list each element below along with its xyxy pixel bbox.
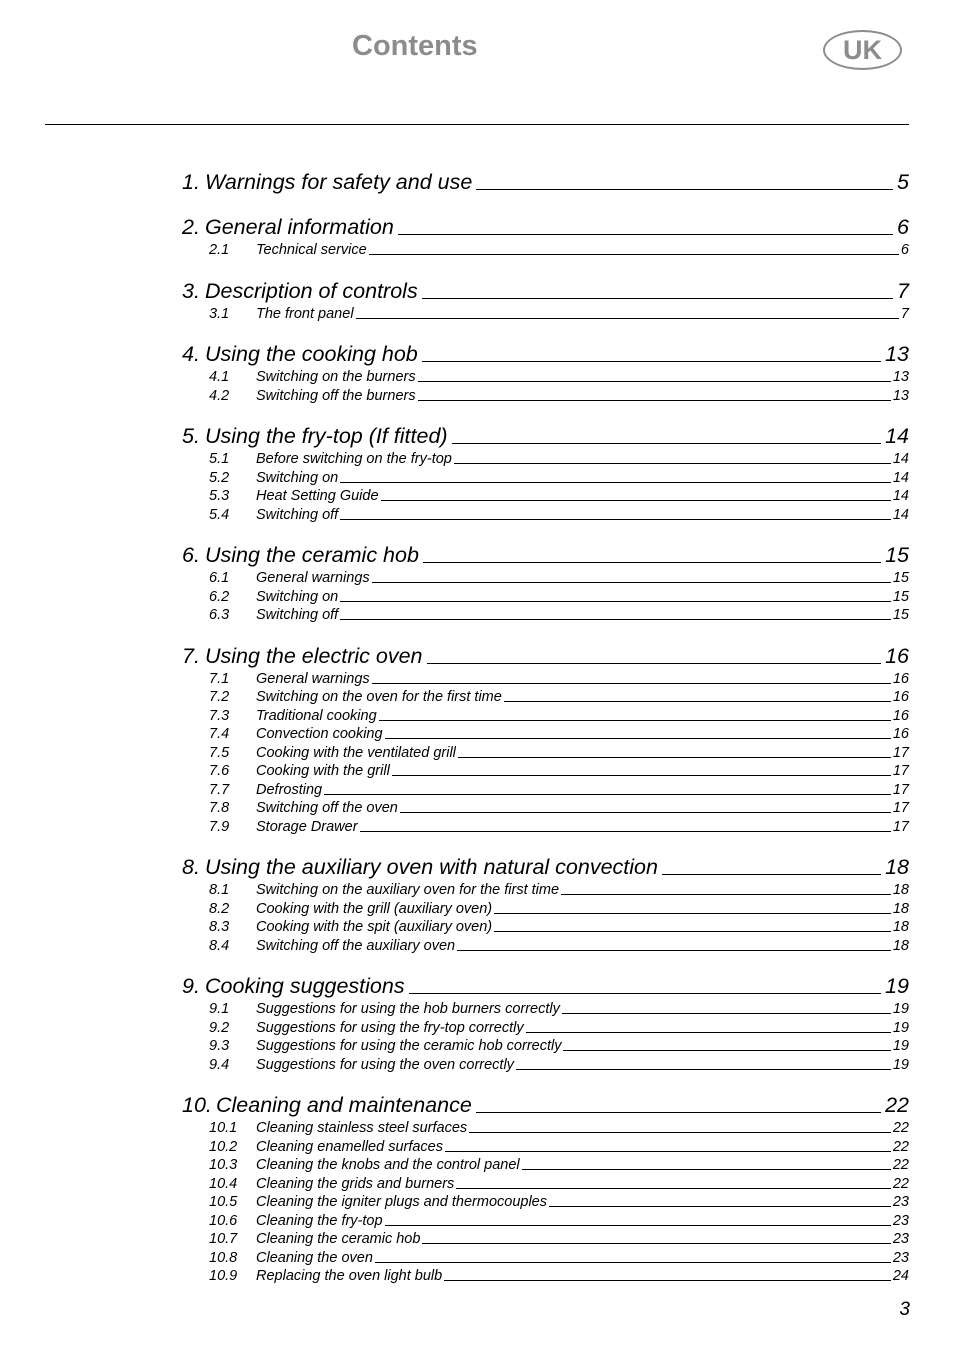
toc-subentry-page: 14 (892, 506, 909, 523)
toc-subentry-title: Cooking with the ventilated grill (256, 744, 456, 761)
toc-subentry-title: Storage Drawer (256, 818, 358, 835)
toc-entry[interactable] (182, 340, 909, 368)
toc-subentry-number: 7.4 (209, 726, 230, 742)
toc-leader-line (356, 318, 899, 319)
toc-subentry-page: 23 (892, 1194, 909, 1210)
toc-subentry-page: 18 (892, 937, 909, 954)
toc-subentry-page: 14 (892, 488, 909, 504)
page-title: Contents (352, 30, 478, 62)
toc-leader-line (516, 1069, 891, 1070)
toc-entry-page: 5 (897, 170, 909, 194)
toc-subentry-title: Defrosting (256, 781, 323, 798)
toc-subentry-number: 10.7 (209, 1231, 238, 1247)
toc-leader-line (379, 720, 891, 721)
toc-subentry-title: Replacing the oven light bulb (256, 1268, 443, 1284)
toc-subentry-title: Cleaning the oven (256, 1249, 373, 1266)
toc-subentry[interactable] (182, 487, 909, 506)
toc-subentry-number: 8.1 (209, 882, 230, 898)
toc-subentry-page: 14 (892, 451, 909, 467)
toc-section (182, 972, 909, 1074)
toc-subentry[interactable] (182, 937, 909, 956)
toc-section (182, 213, 909, 260)
toc-subentry[interactable] (182, 469, 909, 488)
toc-subentry[interactable] (182, 241, 909, 260)
toc-subentry-number: 7.9 (209, 818, 230, 835)
toc-subentry-number: 9.3 (209, 1038, 230, 1054)
toc-subentry-title: Cleaning the ceramic hob (256, 1231, 421, 1247)
toc-entry-number: 6. (182, 543, 200, 567)
toc-leader-line (418, 381, 891, 382)
toc-subentry[interactable] (182, 588, 909, 607)
toc-entry-page: 22 (885, 1093, 909, 1117)
toc-subentry[interactable] (182, 1249, 909, 1268)
toc-entry-number: 4. (182, 342, 200, 366)
toc-subentry[interactable] (182, 688, 909, 707)
toc-entry-title: Cleaning and maintenance (216, 1093, 472, 1117)
toc-subentry-title: Cooking with the spit (auxiliary oven) (256, 919, 493, 935)
toc-leader-line (372, 582, 891, 583)
toc-leader-line (385, 1225, 891, 1226)
toc-subentry[interactable] (182, 1193, 909, 1212)
toc-subentry[interactable] (182, 387, 909, 406)
toc-leader-line (476, 189, 893, 190)
toc-subentry[interactable] (182, 506, 909, 525)
toc-subentry-number: 3.1 (209, 305, 230, 322)
toc-subentry-number: 9.4 (209, 1056, 230, 1073)
toc-subentry[interactable] (182, 725, 909, 744)
toc-leader-line (422, 298, 893, 299)
toc-subentry-title: General warnings (256, 670, 370, 687)
toc-entry[interactable] (182, 168, 909, 196)
toc-leader-line (457, 950, 891, 951)
toc-subentry[interactable] (182, 670, 909, 689)
toc-subentry-title: Switching off the burners (256, 387, 416, 404)
toc-entry-title: Using the electric oven (205, 643, 423, 668)
toc-leader-line (340, 601, 891, 602)
toc-subentry-title: Switching off the auxiliary oven (256, 937, 456, 954)
toc-leader-line (392, 775, 891, 776)
toc-subentry-page: 16 (892, 726, 909, 742)
toc-subentry-page: 7 (900, 305, 909, 322)
toc-subentry-title: Suggestions for using the hob burners correctly (256, 1001, 560, 1017)
toc-subentry[interactable] (182, 569, 909, 588)
toc-subentry-title: Switching off (256, 506, 339, 523)
toc-subentry-page: 23 (892, 1212, 909, 1229)
toc-leader-line (422, 1243, 890, 1244)
toc-subentry-page: 16 (892, 689, 909, 705)
toc-leader-line (494, 913, 891, 914)
toc-entry-number: 7. (182, 643, 200, 668)
toc-subentry-number: 5.4 (209, 506, 230, 523)
toc-subentry-title: Switching on the auxiliary oven for the first time (256, 882, 560, 898)
toc-subentry-number: 5.2 (209, 469, 230, 486)
toc-leader-line (549, 1206, 891, 1207)
toc-subentry-title: Suggestions for using the oven correctly (256, 1056, 514, 1073)
toc-subentry[interactable] (182, 1037, 909, 1056)
toc-entry[interactable] (182, 1091, 909, 1119)
toc-entry-number: 3. (182, 278, 200, 303)
toc-subentry[interactable] (182, 368, 909, 387)
toc-entry-number: 9. (182, 974, 200, 998)
toc-subentry-title: Switching off the oven (256, 800, 398, 816)
toc-section (182, 1091, 909, 1286)
toc-subentry[interactable] (182, 1230, 909, 1249)
toc-subentry-title: Heat Setting Guide (256, 488, 379, 504)
toc-leader-line (375, 1262, 891, 1263)
toc-leader-line (445, 1151, 891, 1152)
toc-leader-line (360, 831, 891, 832)
toc-leader-line (340, 482, 891, 483)
toc-subentry-number: 2.1 (209, 242, 230, 258)
toc-subentry[interactable] (182, 900, 909, 919)
toc-entry-page: 7 (897, 278, 909, 303)
toc-subentry[interactable] (182, 1175, 909, 1194)
toc-subentry-page: 16 (892, 707, 909, 724)
toc-entry[interactable] (182, 972, 909, 1000)
toc-subentry[interactable] (182, 881, 909, 900)
toc-subentry-page: 13 (892, 387, 909, 404)
toc-section (182, 642, 909, 837)
toc-subentry[interactable] (182, 606, 909, 625)
toc-subentry-number: 5.3 (209, 488, 230, 504)
toc-leader-line (476, 1112, 881, 1113)
toc-leader-line (385, 738, 891, 739)
toc-leader-line (340, 619, 891, 620)
toc-entry-title: Cooking suggestions (205, 974, 405, 998)
toc-leader-line (369, 254, 899, 255)
toc-entry-title: Warnings for safety and use (205, 170, 473, 194)
toc-entry-number: 5. (182, 424, 200, 448)
page-number: 3 (899, 1299, 910, 1320)
toc-leader-line (563, 1050, 890, 1051)
toc-subentry-title: General warnings (256, 570, 370, 586)
toc-subentry-page: 15 (892, 570, 909, 586)
toc-subentry-number: 10.4 (209, 1175, 238, 1192)
toc-subentry-number: 8.2 (209, 900, 230, 917)
toc-subentry-number: 10.9 (209, 1268, 238, 1284)
toc-entry-page: 19 (885, 974, 909, 998)
toc-subentry-page: 17 (892, 763, 909, 779)
toc-subentry-title: Cooking with the grill (auxiliary oven) (256, 900, 493, 917)
toc-subentry-title: Switching on the burners (256, 369, 416, 385)
toc-subentry-page: 22 (892, 1157, 909, 1173)
toc-section (182, 541, 909, 625)
toc-subentry-page: 17 (892, 781, 909, 798)
toc-subentry-page: 17 (892, 744, 909, 761)
toc-subentry-title: Convection cooking (256, 726, 383, 742)
toc-leader-line (423, 562, 881, 563)
toc-entry-page: 16 (885, 643, 909, 668)
toc-entry-number: 10. (182, 1093, 212, 1117)
toc-subentry-page: 13 (892, 369, 909, 385)
toc-subentry-page: 19 (892, 1038, 909, 1054)
toc-leader-line (456, 1188, 891, 1189)
toc-section (182, 853, 909, 955)
toc-entry[interactable] (182, 213, 909, 241)
toc-leader-line (494, 931, 891, 932)
toc-subentry-number: 4.1 (209, 369, 230, 385)
toc-leader-line (522, 1169, 891, 1170)
toc-subentry-page: 15 (892, 588, 909, 605)
toc-leader-line (504, 701, 891, 702)
toc-subentry-number: 7.8 (209, 800, 230, 816)
toc-entry[interactable] (182, 642, 909, 670)
toc-subentry-title: Cooking with the grill (256, 763, 390, 779)
toc-leader-line (400, 812, 891, 813)
toc-entry[interactable] (182, 853, 909, 881)
toc-subentry-page: 16 (892, 670, 909, 687)
toc-entry-page: 18 (885, 855, 909, 879)
toc-subentry-number: 6.3 (209, 607, 230, 623)
toc-subentry[interactable] (182, 918, 909, 937)
toc-entry-page: 13 (885, 342, 909, 366)
toc-subentry[interactable] (182, 744, 909, 763)
toc-entry[interactable] (182, 541, 909, 569)
toc-subentry-title: Technical service (256, 242, 367, 258)
toc-leader-line (452, 443, 882, 444)
toc-subentry-page: 18 (892, 882, 909, 898)
toc-entry-page: 15 (885, 543, 909, 567)
toc-subentry-title: Cleaning stainless steel surfaces (256, 1120, 468, 1136)
toc-subentry-page: 14 (892, 469, 909, 486)
toc-subentry-number: 10.8 (209, 1249, 238, 1266)
toc-subentry-title: Switching off (256, 607, 339, 623)
toc-subentry-number: 10.6 (209, 1212, 238, 1229)
toc-leader-line (418, 400, 891, 401)
toc-subentry-number: 8.3 (209, 919, 230, 935)
toc-subentry-title: Cleaning the knobs and the control panel (256, 1157, 520, 1173)
toc-leader-line (398, 234, 893, 235)
toc-subentry-page: 15 (892, 607, 909, 623)
toc-leader-line (562, 1013, 891, 1014)
toc-entry-title: General information (205, 215, 394, 239)
toc-subentry-page: 19 (892, 1019, 909, 1036)
toc-subentry-title: Switching on (256, 588, 339, 605)
toc-subentry[interactable] (182, 1156, 909, 1175)
toc-subentry-title: Cleaning enamelled surfaces (256, 1138, 443, 1155)
toc-subentry-title: Cleaning the fry-top (256, 1212, 383, 1229)
toc-subentry-page: 19 (892, 1001, 909, 1017)
toc-section (182, 277, 909, 324)
toc-subentry-page: 22 (892, 1120, 909, 1136)
toc-subentry-number: 10.3 (209, 1157, 238, 1173)
toc-subentry-title: Switching on the oven for the first time (256, 689, 502, 705)
toc-leader-line (469, 1132, 891, 1133)
toc-entry-title: Description of controls (205, 278, 418, 303)
toc-subentry-number: 10.5 (209, 1194, 238, 1210)
toc-subentry[interactable] (182, 1019, 909, 1038)
toc-section (182, 422, 909, 524)
toc-subentry-title: Suggestions for using the ceramic hob correctly (256, 1038, 562, 1054)
toc-subentry-page: 22 (892, 1175, 909, 1192)
toc-entry-number: 1. (182, 170, 200, 194)
toc-subentry[interactable] (182, 1138, 909, 1157)
toc-subentry[interactable] (182, 799, 909, 818)
toc-subentry[interactable] (182, 1056, 909, 1075)
header-divider (45, 124, 909, 125)
toc-section (182, 168, 909, 196)
toc-leader-line (444, 1280, 891, 1281)
toc-subentry-number: 10.1 (209, 1120, 238, 1136)
toc-entry-title: Using the auxiliary oven with natural convection (205, 855, 658, 879)
toc-subentry[interactable] (182, 707, 909, 726)
toc-subentry-number: 7.1 (209, 670, 230, 687)
toc-subentry-title: Traditional cooking (256, 707, 377, 724)
toc-leader-line (427, 663, 882, 664)
toc-subentry-number: 7.3 (209, 707, 230, 724)
toc-subentry-number: 9.2 (209, 1019, 230, 1036)
toc-leader-line (454, 463, 891, 464)
toc-subentry[interactable] (182, 305, 909, 324)
toc-subentry-number: 7.5 (209, 744, 230, 761)
toc-entry-number: 8. (182, 855, 200, 879)
toc-leader-line (340, 519, 891, 520)
toc-leader-line (409, 993, 881, 994)
toc-subentry-number: 6.2 (209, 588, 230, 605)
toc-subentry-page: 6 (900, 242, 909, 258)
toc-leader-line (381, 500, 891, 501)
toc-subentry[interactable] (182, 818, 909, 837)
toc-subentry-number: 6.1 (209, 570, 230, 586)
toc-leader-line (458, 757, 891, 758)
toc-entry[interactable] (182, 422, 909, 450)
toc-entry-page: 14 (885, 424, 909, 448)
toc-subentry[interactable] (182, 1267, 909, 1286)
toc-subentry-page: 22 (892, 1138, 909, 1155)
language-badge: UK (823, 30, 902, 70)
toc-entry[interactable] (182, 277, 909, 305)
toc-subentry-page: 24 (892, 1268, 909, 1284)
toc-subentry-number: 9.1 (209, 1001, 230, 1017)
table-of-contents (182, 168, 909, 1303)
toc-subentry-page: 23 (892, 1231, 909, 1247)
toc-subentry[interactable] (182, 450, 909, 469)
toc-subentry-title: Suggestions for using the fry-top correctly (256, 1019, 524, 1036)
toc-subentry-title: Cleaning the igniter plugs and thermocouples (256, 1194, 547, 1210)
toc-subentry[interactable] (182, 781, 909, 800)
toc-subentry-page: 18 (892, 900, 909, 917)
toc-subentry-number: 4.2 (209, 387, 230, 404)
toc-subentry[interactable] (182, 1000, 909, 1019)
toc-subentry-title: Before switching on the fry-top (256, 451, 452, 467)
toc-subentry[interactable] (182, 762, 909, 781)
toc-subentry-number: 5.1 (209, 451, 230, 467)
toc-subentry-page: 23 (892, 1249, 909, 1266)
toc-leader-line (372, 683, 891, 684)
toc-subentry-title: Cleaning the grids and burners (256, 1175, 455, 1192)
toc-leader-line (662, 874, 881, 875)
toc-subentry-page: 17 (892, 818, 909, 835)
toc-subentry[interactable] (182, 1119, 909, 1138)
toc-entry-title: Using the fry-top (If fitted) (205, 424, 448, 448)
toc-subentry-title: The front panel (256, 305, 354, 322)
toc-subentry-number: 7.6 (209, 763, 230, 779)
toc-subentry-number: 7.2 (209, 689, 230, 705)
toc-entry-number: 2. (182, 215, 200, 239)
toc-subentry[interactable] (182, 1212, 909, 1231)
toc-subentry-title: Switching on (256, 469, 339, 486)
toc-entry-title: Using the ceramic hob (205, 543, 419, 567)
toc-entry-page: 6 (897, 215, 909, 239)
toc-section (182, 340, 909, 405)
toc-subentry-number: 8.4 (209, 937, 230, 954)
toc-subentry-page: 19 (892, 1056, 909, 1073)
toc-leader-line (561, 894, 891, 895)
toc-subentry-page: 17 (892, 800, 909, 816)
toc-leader-line (324, 794, 891, 795)
toc-leader-line (422, 361, 881, 362)
toc-subentry-number: 10.2 (209, 1138, 238, 1155)
toc-subentry-page: 18 (892, 919, 909, 935)
toc-entry-title: Using the cooking hob (205, 342, 418, 366)
toc-subentry-number: 7.7 (209, 781, 230, 798)
toc-leader-line (526, 1032, 891, 1033)
